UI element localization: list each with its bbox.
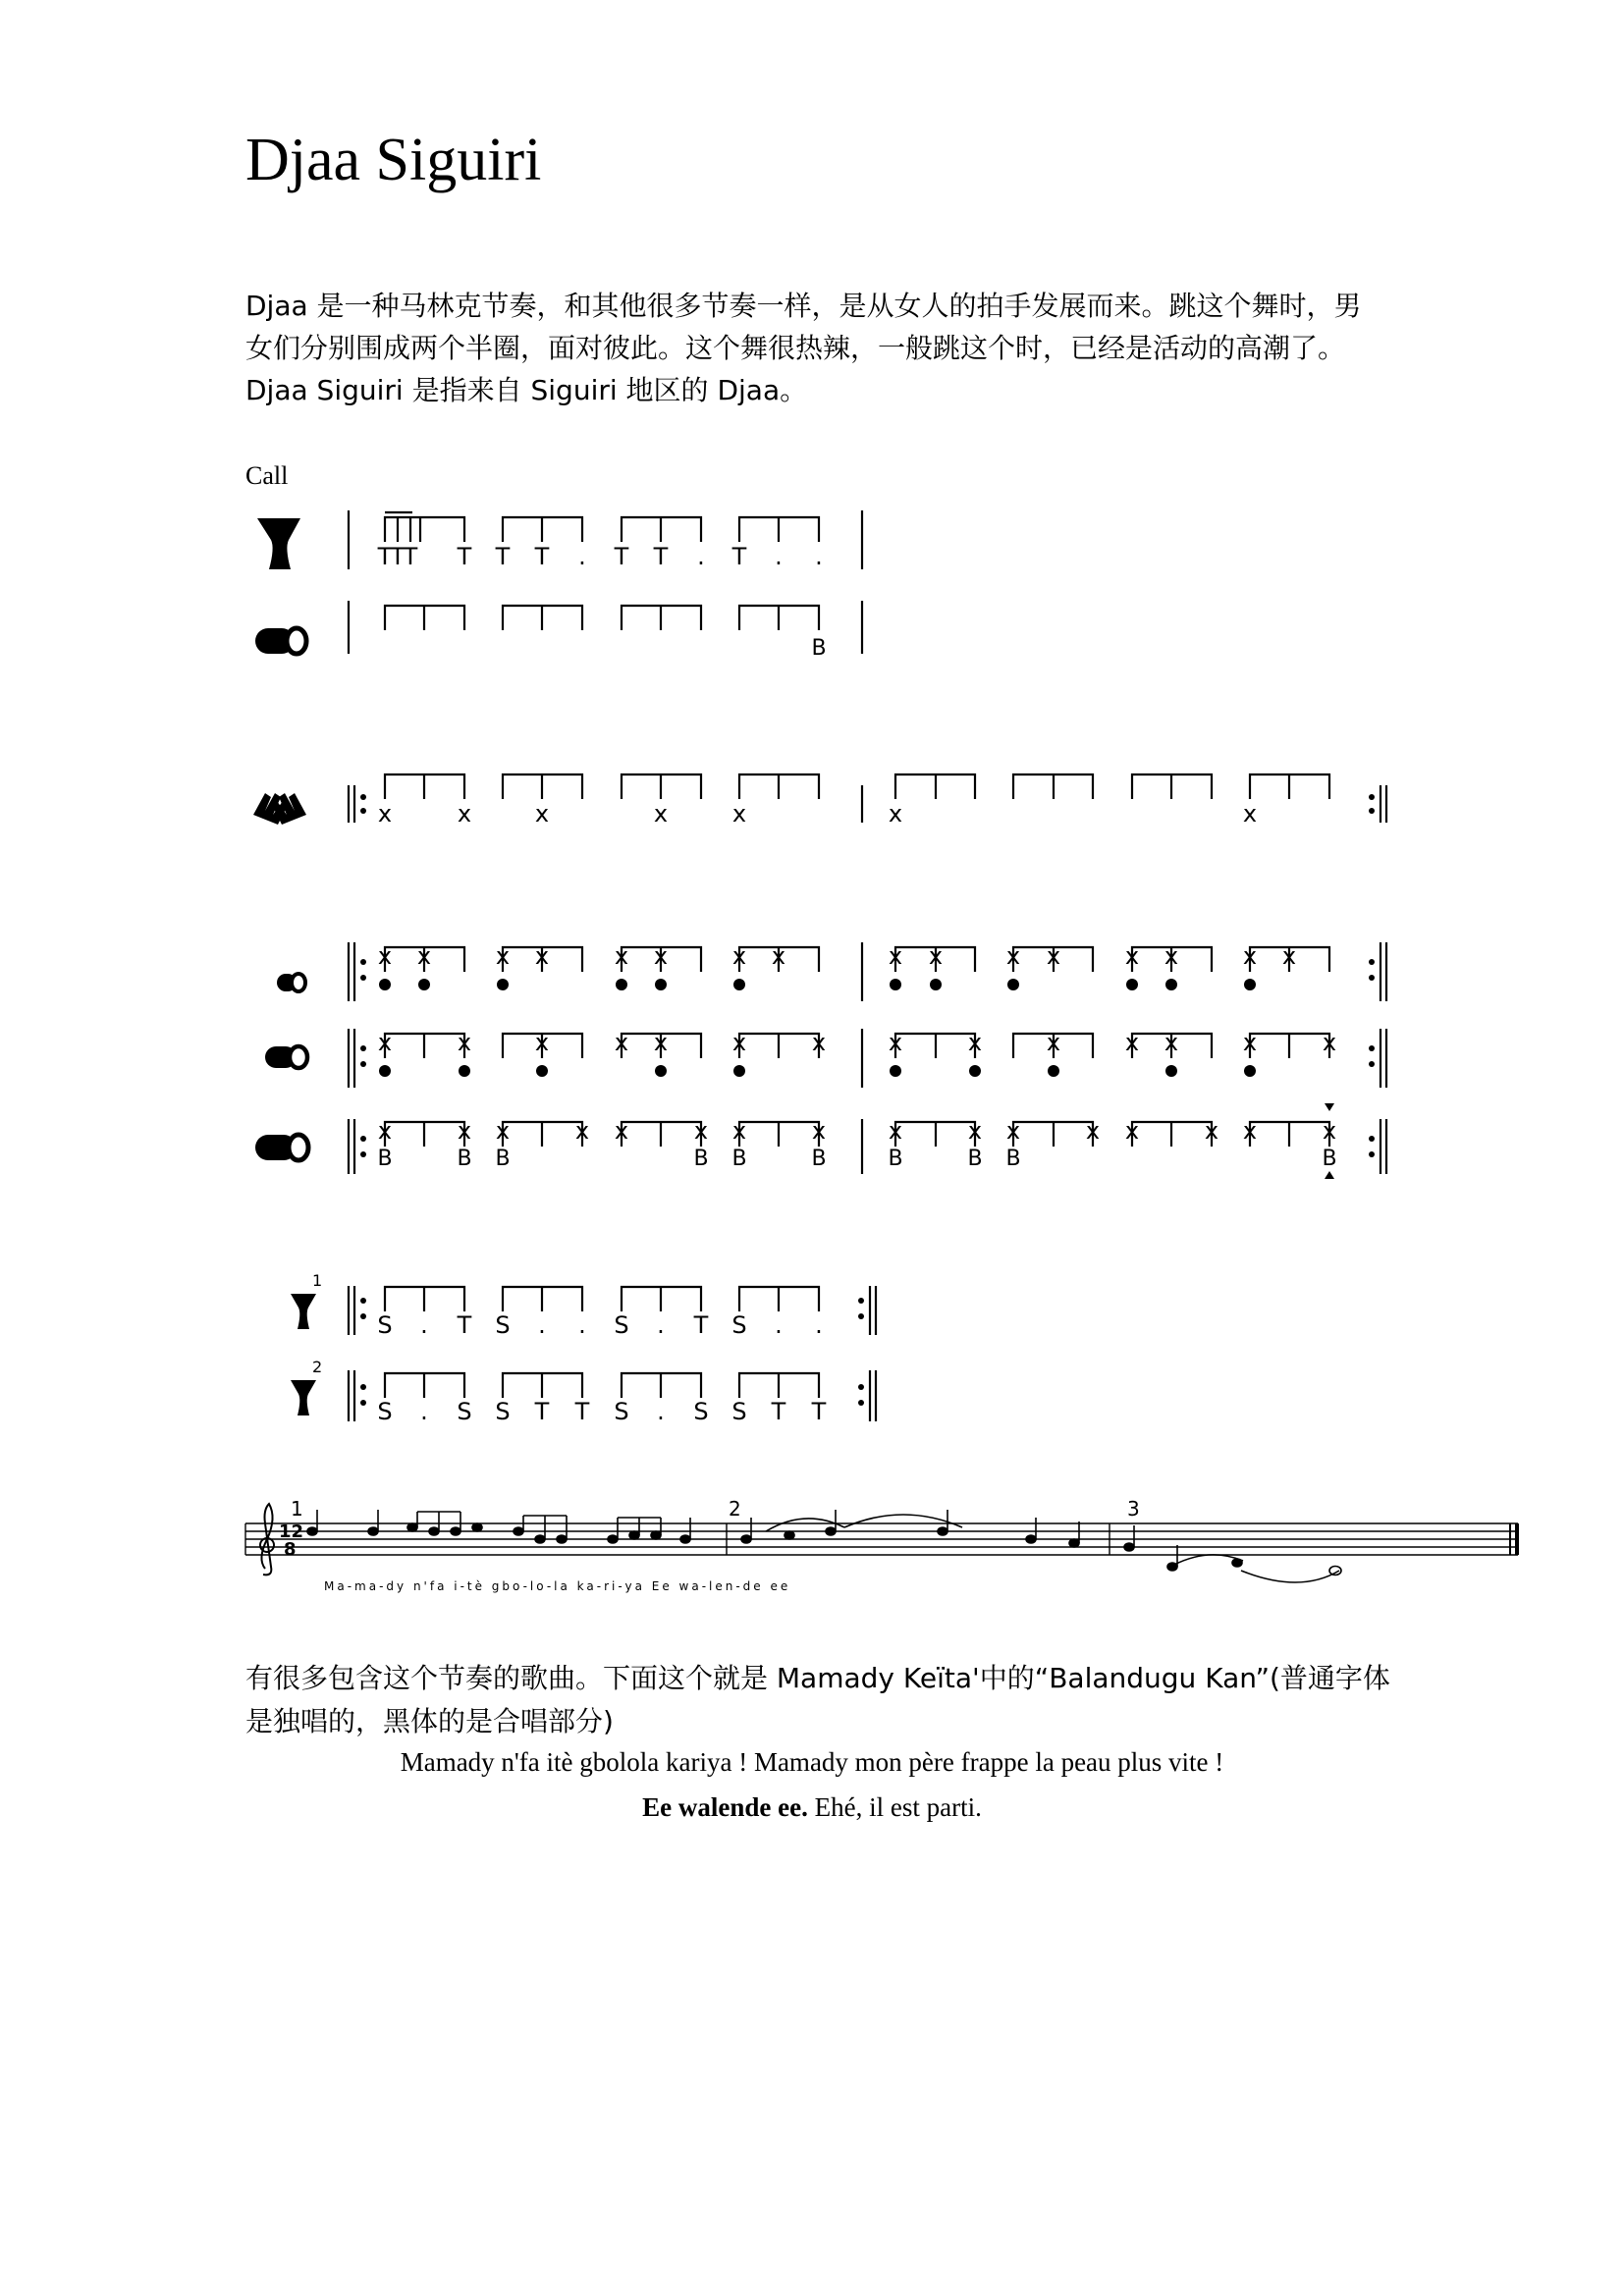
song-intro-line-1: 有很多包含这个节奏的歌曲。下面这个就是 Mamady Keïta'中的“Balandugu Kan”(普通字体 bbox=[245, 1662, 1390, 1694]
svg-text:x: x bbox=[1046, 1029, 1061, 1056]
sangban-icon bbox=[265, 1046, 307, 1068]
djembe-icon bbox=[257, 518, 300, 569]
svg-text:x: x bbox=[811, 1117, 827, 1145]
treble-clef-icon bbox=[260, 1504, 274, 1575]
svg-text:x: x bbox=[457, 800, 472, 828]
svg-text:x: x bbox=[1124, 1029, 1140, 1056]
svg-text:S: S bbox=[731, 1311, 747, 1339]
svg-text:x: x bbox=[1085, 1117, 1101, 1145]
svg-text:S: S bbox=[495, 1398, 511, 1425]
svg-text:x: x bbox=[653, 942, 669, 970]
svg-text:T: T bbox=[771, 1398, 786, 1425]
svg-text:.: . bbox=[538, 1311, 546, 1339]
svg-text:x: x bbox=[1204, 1117, 1219, 1145]
clap-marks bbox=[378, 800, 1257, 828]
svg-text:x: x bbox=[731, 800, 747, 828]
svg-text:x: x bbox=[1242, 1117, 1258, 1145]
svg-text:3: 3 bbox=[1127, 1497, 1140, 1521]
svg-text:x: x bbox=[534, 942, 550, 970]
svg-text:x: x bbox=[888, 942, 903, 970]
svg-text:B: B bbox=[457, 1147, 472, 1171]
svg-text:.: . bbox=[775, 1311, 783, 1339]
svg-text:x: x bbox=[377, 1117, 393, 1145]
svg-text:x: x bbox=[1005, 1117, 1021, 1145]
lyric-translation: Ehé, il est parti. bbox=[807, 1792, 982, 1822]
svg-text:x: x bbox=[653, 1029, 669, 1056]
svg-text:x: x bbox=[731, 1117, 747, 1145]
call-dundun-bass-marker: B bbox=[811, 636, 827, 661]
svg-text:x: x bbox=[1242, 942, 1258, 970]
svg-text:S: S bbox=[614, 1311, 629, 1339]
svg-text:T: T bbox=[653, 543, 669, 570]
bass-markers bbox=[377, 1147, 1336, 1171]
svg-text:x: x bbox=[457, 1029, 472, 1056]
svg-text:.: . bbox=[578, 1311, 586, 1339]
svg-text:x: x bbox=[495, 942, 511, 970]
svg-text:.: . bbox=[775, 543, 783, 570]
svg-text:.: . bbox=[657, 1398, 665, 1425]
svg-text:B: B bbox=[811, 1147, 827, 1171]
svg-text:B: B bbox=[693, 1147, 709, 1171]
svg-text:x: x bbox=[1005, 942, 1021, 970]
svg-text:x: x bbox=[1046, 942, 1061, 970]
svg-text:T: T bbox=[731, 543, 747, 570]
svg-text:x: x bbox=[1281, 942, 1297, 970]
svg-text:x: x bbox=[614, 1029, 629, 1056]
svg-text:T: T bbox=[390, 543, 406, 570]
clapping-hands-icon bbox=[253, 793, 306, 825]
svg-text:B: B bbox=[888, 1147, 903, 1171]
dundun-icon bbox=[255, 628, 306, 654]
svg-text:x: x bbox=[1322, 1117, 1337, 1145]
svg-text:B: B bbox=[1322, 1147, 1337, 1171]
svg-text:x: x bbox=[888, 1117, 903, 1145]
djembe-solo-icon-1 bbox=[291, 1294, 316, 1329]
lyric-chorus: Ee walende ee. bbox=[642, 1792, 808, 1822]
svg-text:x: x bbox=[614, 1117, 629, 1145]
svg-text:T: T bbox=[457, 1311, 472, 1339]
svg-text:S: S bbox=[377, 1311, 393, 1339]
melody-notes bbox=[307, 1510, 1341, 1582]
svg-text:S: S bbox=[457, 1398, 472, 1425]
svg-text:x: x bbox=[693, 1117, 709, 1145]
svg-text:x: x bbox=[1242, 1029, 1258, 1056]
svg-text:1: 1 bbox=[291, 1497, 303, 1521]
melody-lyrics: Ma-ma-dy n'fa i-tè gbo-lo-la ka-ri-ya Ee wa-len-de ee bbox=[324, 1579, 791, 1593]
svg-text:x: x bbox=[731, 942, 747, 970]
svg-text:.: . bbox=[697, 543, 705, 570]
time-signature bbox=[279, 1522, 303, 1560]
svg-text:x: x bbox=[1164, 1029, 1179, 1056]
svg-text:x: x bbox=[1164, 942, 1179, 970]
svg-text:2: 2 bbox=[312, 1358, 323, 1376]
call-djembe-notes bbox=[377, 543, 823, 570]
svg-text:T: T bbox=[377, 543, 393, 570]
svg-text:B: B bbox=[377, 1147, 393, 1171]
svg-text:T: T bbox=[495, 543, 511, 570]
clapping-row bbox=[253, 774, 1386, 825]
svg-text:x: x bbox=[967, 1029, 983, 1056]
svg-text:T: T bbox=[574, 1398, 590, 1425]
svg-text:x: x bbox=[377, 800, 393, 828]
svg-text:x: x bbox=[416, 942, 432, 970]
svg-text:S: S bbox=[495, 1311, 511, 1339]
song-intro-line-2: 是独唱的，黑体的是合唱部分) bbox=[245, 1705, 614, 1737]
svg-text:x: x bbox=[495, 1117, 511, 1145]
svg-text:.: . bbox=[815, 1311, 823, 1339]
svg-text:x: x bbox=[574, 1117, 590, 1145]
svg-text:.: . bbox=[657, 1311, 665, 1339]
call-dundun-row bbox=[255, 601, 862, 654]
svg-text:8: 8 bbox=[284, 1539, 297, 1560]
svg-text:x: x bbox=[1124, 1117, 1140, 1145]
svg-text:x: x bbox=[888, 1029, 903, 1056]
solo2-notes bbox=[377, 1398, 826, 1425]
svg-text:T: T bbox=[614, 543, 629, 570]
svg-text:S: S bbox=[731, 1398, 747, 1425]
lyric-line-2 bbox=[0, 1792, 1624, 1823]
svg-text:x: x bbox=[888, 800, 903, 828]
svg-text:T: T bbox=[534, 543, 550, 570]
intro-line-3: Djaa Siguiri 是指来自 Siguiri 地区的 Djaa。 bbox=[245, 374, 808, 406]
svg-text:B: B bbox=[967, 1147, 983, 1171]
page-title: Djaa Siguiri bbox=[245, 127, 542, 193]
svg-text:x: x bbox=[1322, 1029, 1337, 1056]
svg-text:x: x bbox=[928, 942, 944, 970]
svg-text:B: B bbox=[731, 1147, 747, 1171]
kenkeni-icon bbox=[277, 974, 305, 991]
intro-line-1: Djaa 是一种马林克节奏，和其他很多节奏一样，是从女人的拍手发展而来。跳这个舞时，男 bbox=[245, 290, 1362, 322]
svg-text:.: . bbox=[420, 1311, 428, 1339]
svg-text:x: x bbox=[377, 942, 393, 970]
intro-line-2: 女们分别围成两个半圈，面对彼此。这个舞很热辣，一般跳这个时，已经是活动的高潮了。 bbox=[245, 332, 1346, 364]
dundun-accompaniment bbox=[255, 942, 1386, 1179]
svg-text:T: T bbox=[403, 543, 418, 570]
svg-text:x: x bbox=[534, 1029, 550, 1056]
svg-text:T: T bbox=[811, 1398, 827, 1425]
svg-text:12: 12 bbox=[279, 1522, 304, 1542]
svg-text:x: x bbox=[534, 800, 550, 828]
svg-text:x: x bbox=[1242, 800, 1258, 828]
svg-text:.: . bbox=[815, 543, 823, 570]
svg-text:1: 1 bbox=[312, 1271, 323, 1290]
svg-text:S: S bbox=[377, 1398, 393, 1425]
song-intro-paragraph bbox=[245, 1657, 1404, 1743]
svg-text:x: x bbox=[614, 942, 629, 970]
svg-text:x: x bbox=[967, 1117, 983, 1145]
svg-text:x: x bbox=[377, 1029, 393, 1056]
svg-text:.: . bbox=[420, 1398, 428, 1425]
call-label: Call bbox=[245, 461, 289, 490]
solo1-notes bbox=[377, 1311, 822, 1339]
svg-text:x: x bbox=[653, 800, 669, 828]
svg-text:T: T bbox=[534, 1398, 550, 1425]
svg-text:T: T bbox=[457, 543, 472, 570]
djembe-solo-icon-2 bbox=[291, 1380, 316, 1415]
svg-text:x: x bbox=[771, 942, 786, 970]
svg-text:2: 2 bbox=[729, 1497, 741, 1521]
svg-text:S: S bbox=[693, 1398, 709, 1425]
svg-text:B: B bbox=[495, 1147, 511, 1171]
doundounba-icon bbox=[255, 1135, 308, 1160]
svg-text:S: S bbox=[614, 1398, 629, 1425]
svg-text:x: x bbox=[811, 1029, 827, 1056]
svg-text:x: x bbox=[1124, 942, 1140, 970]
lyric-line-1: Mamady n'fa itè gbolola kariya ! Mamady mon père frappe la peau plus vite ! bbox=[400, 1747, 1224, 1777]
svg-text:B: B bbox=[1005, 1147, 1021, 1171]
svg-text:.: . bbox=[578, 543, 586, 570]
svg-text:T: T bbox=[693, 1311, 709, 1339]
svg-text:x: x bbox=[731, 1029, 747, 1056]
call-djembe-row bbox=[257, 510, 862, 569]
svg-text:x: x bbox=[457, 1117, 472, 1145]
